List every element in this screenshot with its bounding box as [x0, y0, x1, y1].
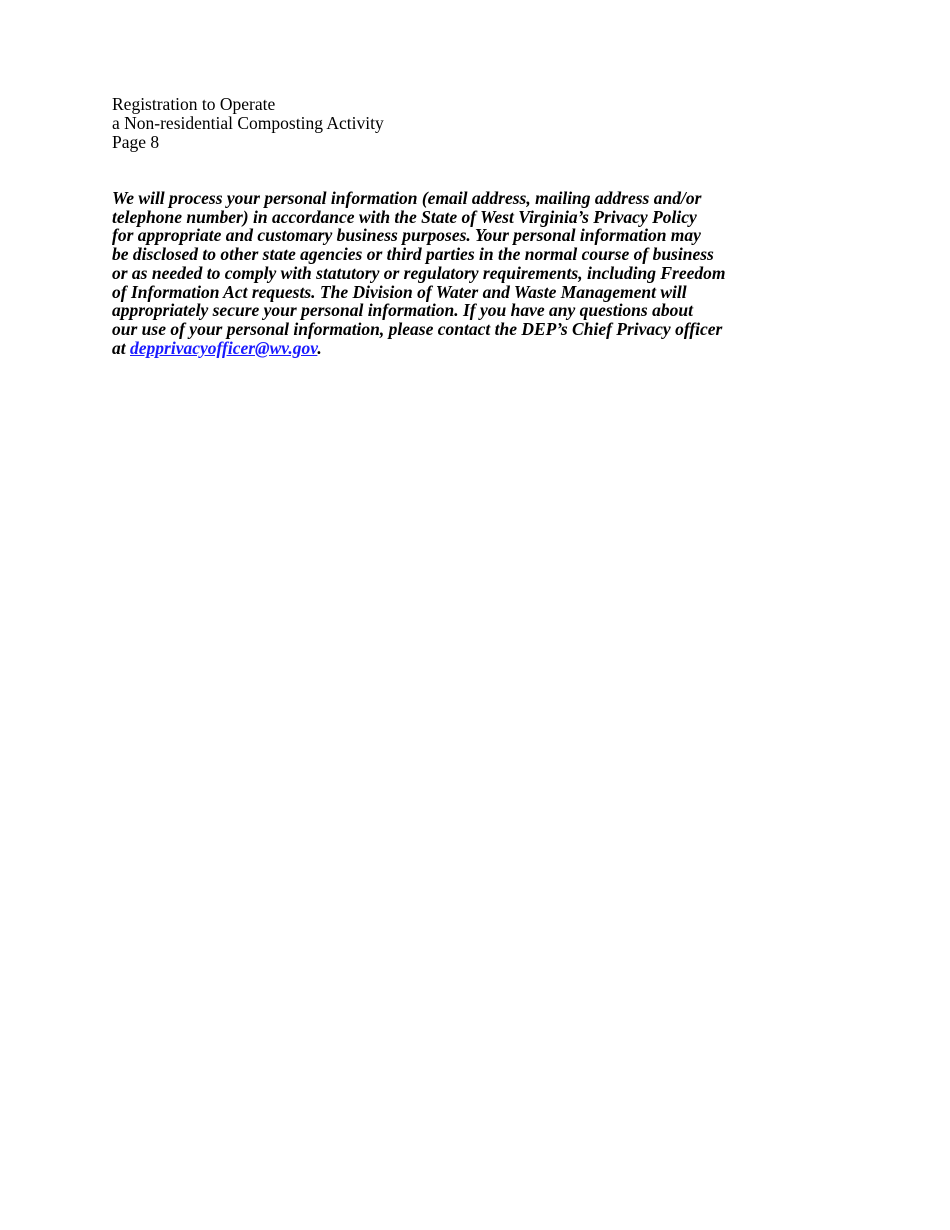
header-form-subtitle: a Non-residential Composting Activity — [112, 113, 384, 133]
notice-line: be disclosed to other state agencies or third parties in the normal course of business — [112, 244, 714, 265]
notice-line: We will process your personal information (email address, mailing address and/or — [112, 188, 702, 208]
notice-line: of Information Act requests. The Division of Water and Waste Management will — [112, 281, 687, 302]
notice-line-prefix: at — [112, 337, 130, 358]
header-form-title: Registration to Operate — [112, 94, 276, 114]
privacy-notice — [112, 189, 792, 357]
notice-line: appropriately secure your personal information. If you have any questions about — [112, 300, 693, 321]
notice-line: telephone number) in accordance with the State of West Virginia’s Privacy Policy — [112, 206, 697, 227]
notice-line: for appropriate and customary business purposes. Your personal information may — [112, 225, 701, 246]
notice-line: our use of your personal information, please contact the DEP’s Chief Privacy officer — [112, 318, 723, 339]
page-header — [112, 95, 384, 152]
notice-last-line — [112, 339, 792, 358]
notice-line: or as needed to comply with statutory or regulatory requirements, including Freedom — [112, 262, 726, 283]
privacy-officer-email-link[interactable]: depprivacyofficer@wv.gov — [130, 337, 318, 358]
header-page-number: Page 8 — [112, 132, 160, 152]
notice-line-suffix: . — [317, 337, 322, 358]
